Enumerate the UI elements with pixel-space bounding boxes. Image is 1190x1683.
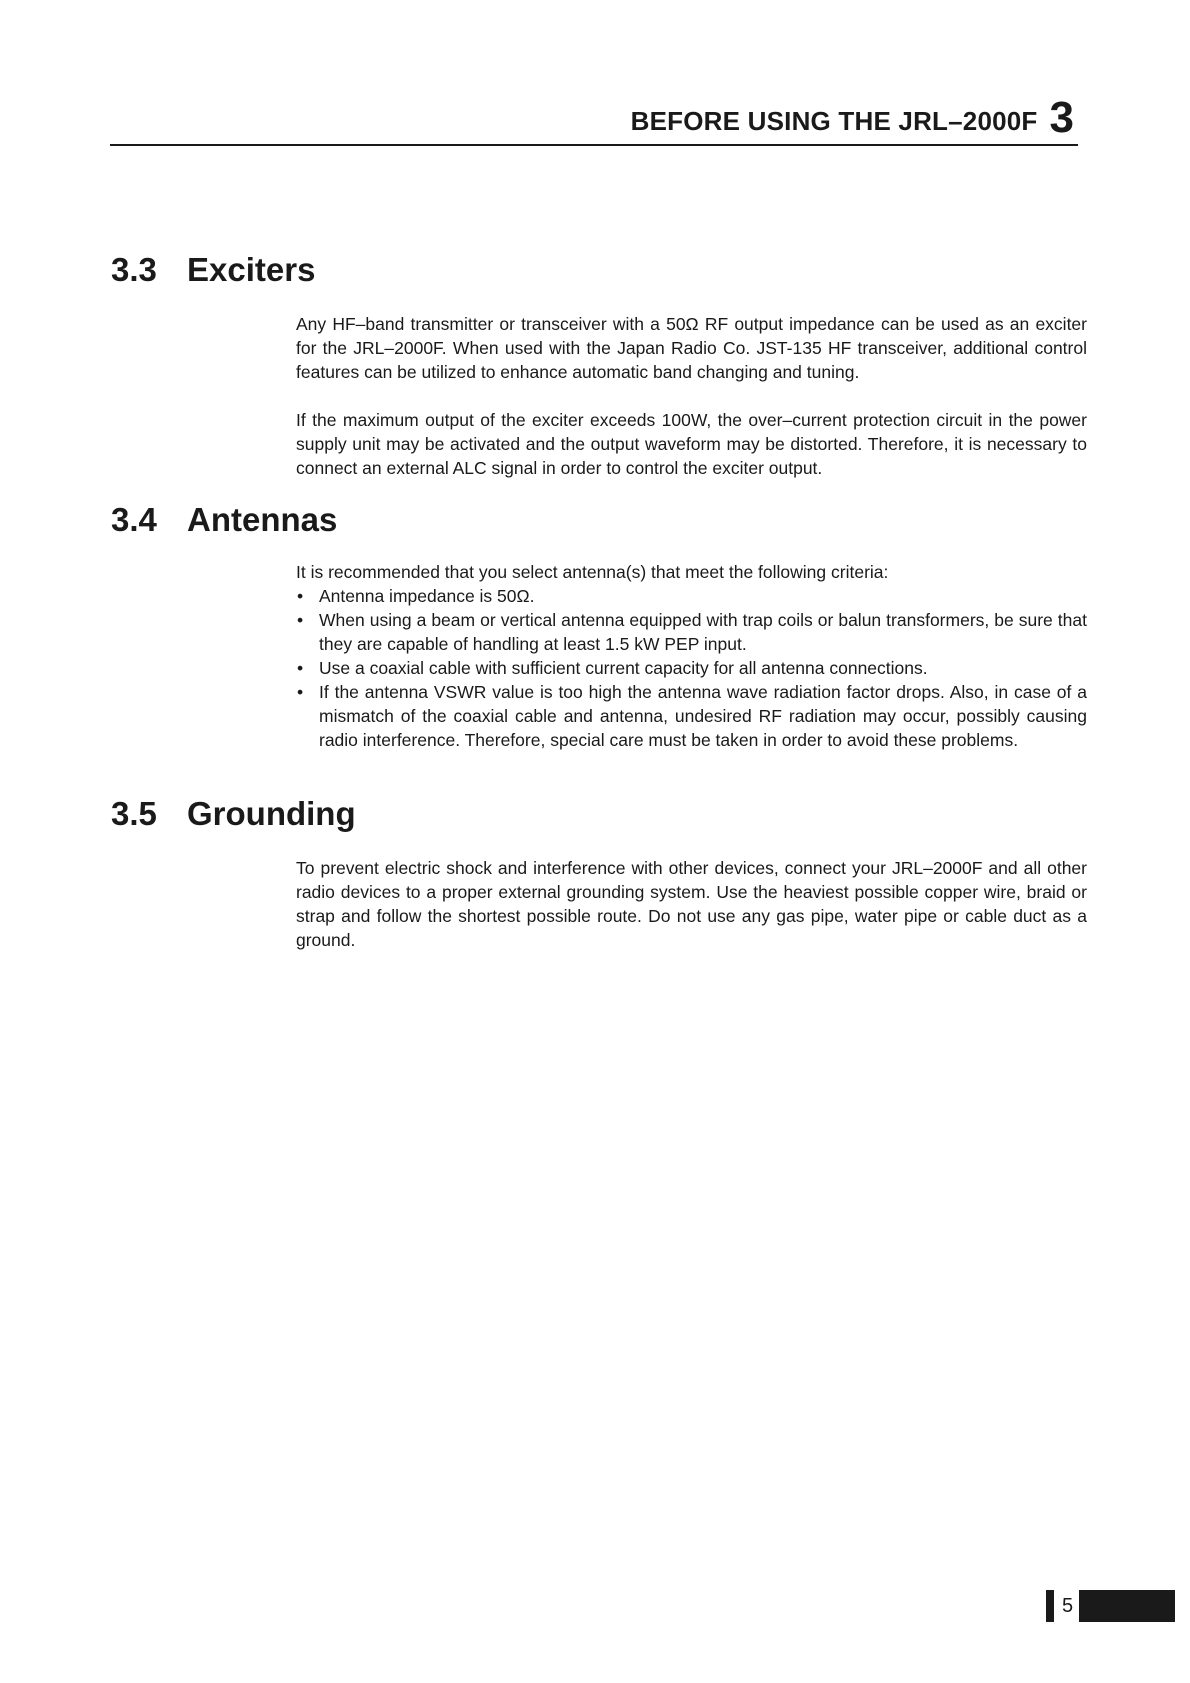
section-number: 3.3	[111, 251, 157, 288]
section-title: Exciters	[187, 251, 316, 288]
list-item: • Antenna impedance is 50Ω.	[296, 584, 1087, 608]
section-title: Antennas	[187, 501, 338, 538]
paragraph: To prevent electric shock and interference with other devices, connect your JRL–2000F and all other radio devices to a proper external grounding system. Use the heaviest possible copper wire, braid or strap and follow the shortest possible route. Do not use any gas pipe, water pipe or cable duct as a ground.	[296, 858, 1087, 950]
exciters-body	[296, 312, 1087, 504]
section-number: 3.4	[111, 501, 157, 538]
marker-bar-left	[1046, 1590, 1054, 1622]
page-number: 5	[1062, 1595, 1074, 1617]
list-item: • If the antenna VSWR value is too high the antenna wave radiation factor drops. Also, in case of a mismatch of the coaxial cable and antenna, undesired RF radiation may occur, possibly causing radio interference. Therefore, special care must be taken in order to avoid these problems.	[296, 680, 1087, 752]
grounding-body	[296, 856, 1087, 976]
paragraph: Any HF–band transmitter or transceiver with a 50Ω RF output impedance can be used as an exciter for the JRL–2000F. When used with the Japan Radio Co. JST-135 HF transceiver, additional control features can be utilized to enhance automatic band changing and tuning.	[296, 314, 1087, 382]
section-number: 3.5	[111, 795, 157, 832]
section-heading	[111, 794, 1091, 834]
header-title: BEFORE USING THE JRL–2000F	[630, 106, 1038, 136]
section-heading	[111, 250, 1091, 290]
criteria-list	[296, 584, 1087, 752]
antennas-body	[296, 560, 1087, 752]
list-item: • Use a coaxial cable with sufficient current capacity for all antenna connections.	[296, 656, 1087, 680]
chapter-number: 3	[1049, 93, 1074, 142]
section-exciters-heading	[111, 250, 1091, 290]
section-antennas-heading	[111, 500, 1091, 540]
page-header	[110, 88, 1078, 146]
marker-bar-right	[1079, 1590, 1175, 1622]
section-grounding-heading	[111, 794, 1091, 834]
page-number-marker	[1046, 1590, 1175, 1622]
antennas-intro: It is recommended that you select antenna(s) that meet the following criteria:	[296, 562, 889, 582]
section-title: Grounding	[187, 795, 356, 832]
list-item: • When using a beam or vertical antenna equipped with trap coils or balun transformers, be sure that they are capable of handling at least 1.5 kW PEP input.	[296, 608, 1087, 656]
section-heading	[111, 500, 1091, 540]
paragraph: If the maximum output of the exciter exceeds 100W, the over–current protection circuit in the power supply unit may be activated and the output waveform may be distorted. Therefore, it is necessary to connect an external ALC signal in order to control the exciter output.	[296, 410, 1087, 478]
